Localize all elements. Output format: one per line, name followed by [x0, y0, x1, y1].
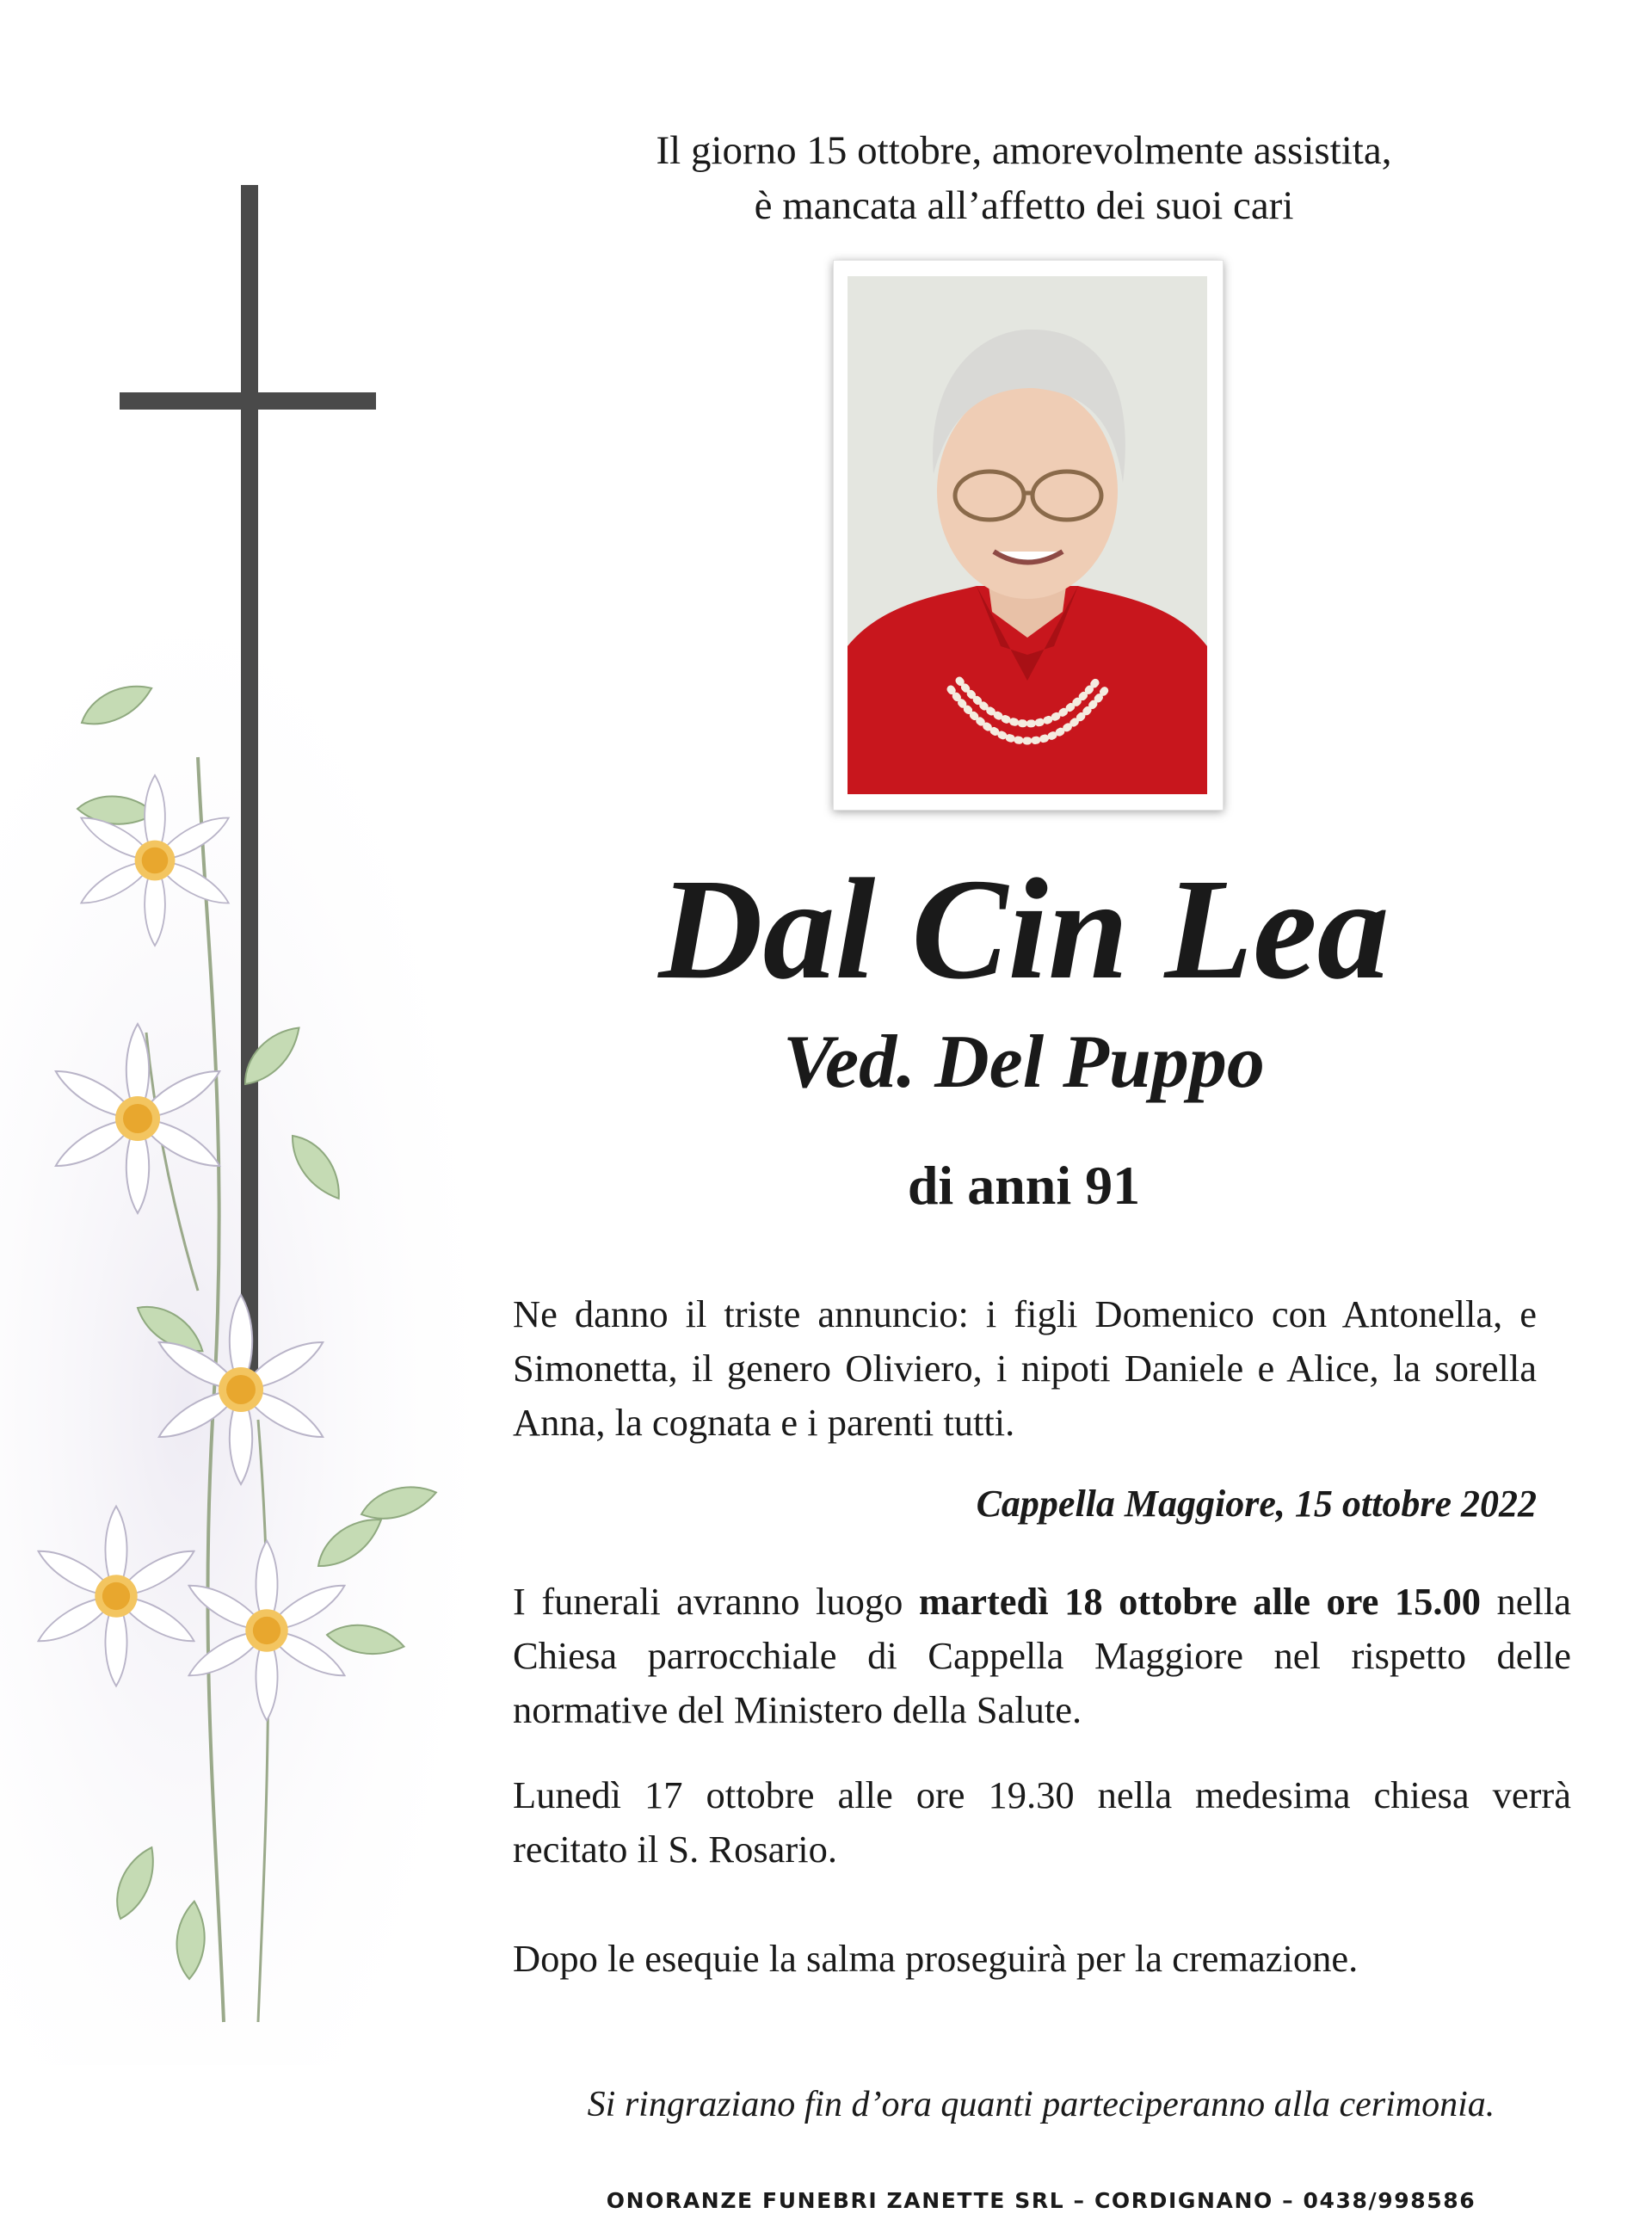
funeral-paragraph — [513, 1575, 1571, 1737]
deceased-name: Dal Cin Lea — [658, 849, 1390, 1009]
age-line: di anni 91 — [907, 1155, 1141, 1216]
funeral-text-after: nella Chiesa parrocchiale di Cappella Maggiore nel rispetto delle normative del Ministero della Salute. — [513, 1580, 1571, 1731]
rosary-paragraph: Lunedì 17 ottobre alle ore 19.30 nella medesima chiesa verrà recitato il S. Rosario. — [513, 1773, 1571, 1871]
cremation-paragraph: Dopo le esequie la salma proseguirà per la cremazione. — [513, 1937, 1359, 1980]
thanks-line: Si ringraziano fin d’ora quanti parteciperanno alla cerimonia. — [587, 2085, 1495, 2124]
funeral-home-footer: ONORANZE FUNEBRI ZANETTE SRL – CORDIGNANO – 0438/998586 — [606, 2188, 1476, 2213]
portrait-photo — [833, 260, 1224, 811]
announcement-paragraph: Ne danno il triste annuncio: i figli Domenico con Antonella, e Simonetta, il genero Oliviero, i nipoti Daniele e Alice, la sorella Anna, la cognata e i parenti tutti. — [513, 1292, 1537, 1444]
opening-line-1: Il giorno 15 ottobre, amorevolmente assistita, — [656, 128, 1392, 173]
portrait-image — [848, 276, 1207, 794]
widow-of-subtitle: Ved. Del Puppo — [783, 1020, 1265, 1104]
funeral-text-before: I funerali avranno luogo — [513, 1580, 919, 1623]
funeral-datetime: martedì 18 ottobre alle ore 15.00 — [918, 1580, 1482, 1623]
cross-and-lilies-decoration — [0, 0, 533, 2238]
place-and-date: Cappella Maggiore, 15 ottobre 2022 — [976, 1483, 1537, 1525]
opening-lines — [602, 123, 1446, 233]
opening-line-2: è mancata all’affetto dei suoi cari — [754, 183, 1294, 228]
